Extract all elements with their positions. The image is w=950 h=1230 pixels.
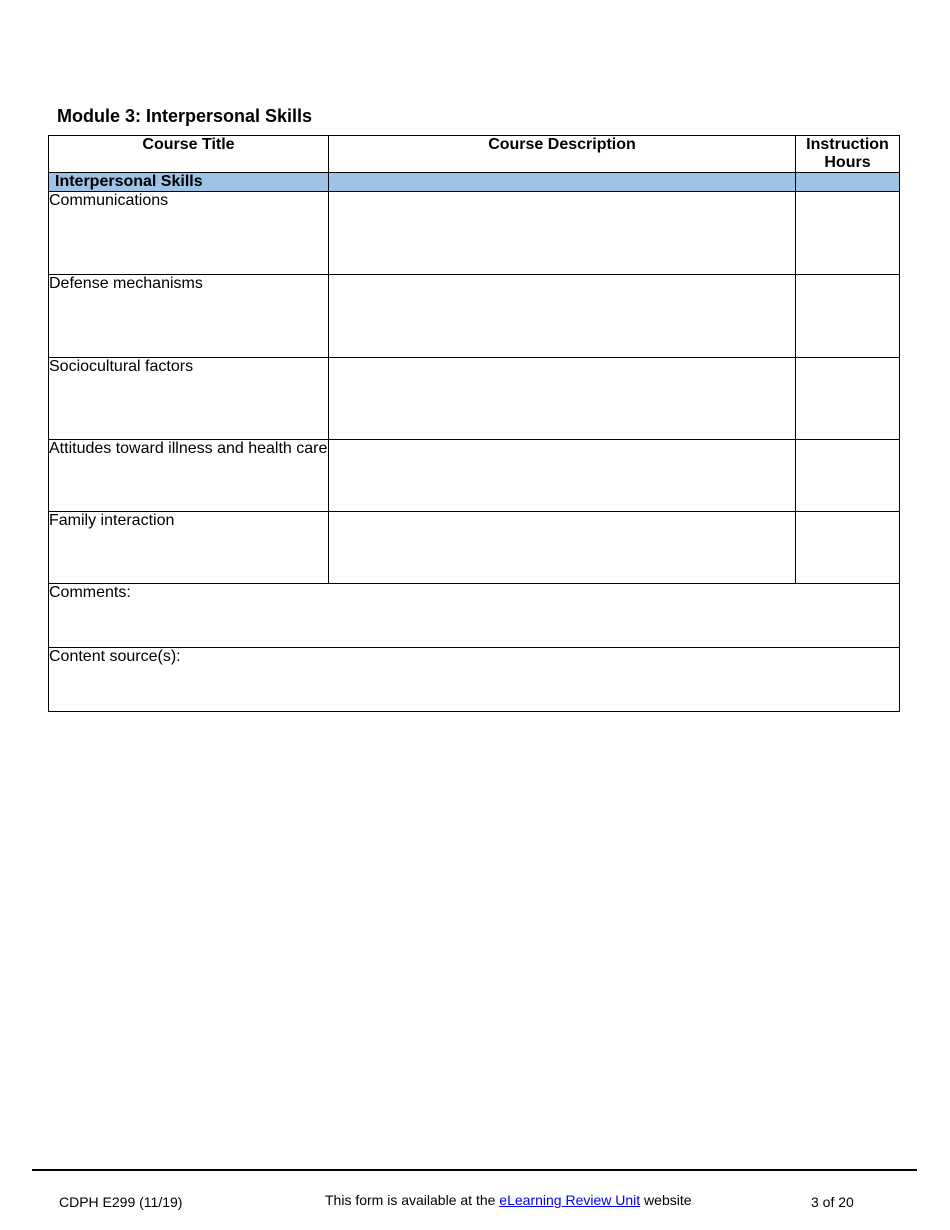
instruction-hours-field[interactable] <box>796 358 900 440</box>
availability-prefix: This form is available at the <box>325 1192 500 1208</box>
instruction-hours-field[interactable] <box>796 192 900 275</box>
footer-divider <box>32 1169 917 1171</box>
header-course-description: Course Description <box>329 136 796 173</box>
form-id: CDPH E299 (11/19) <box>59 1194 183 1210</box>
instruction-hours-field[interactable] <box>796 440 900 512</box>
comments-row <box>49 584 900 648</box>
availability-suffix: website <box>640 1192 692 1208</box>
header-row <box>49 136 900 173</box>
content-source-row <box>49 648 900 712</box>
comments-field[interactable]: Comments: <box>49 584 900 648</box>
section-blank-cell <box>796 173 900 192</box>
page-number: 3 of 20 <box>811 1194 854 1210</box>
course-description-field[interactable] <box>329 275 796 358</box>
section-blank-cell <box>329 173 796 192</box>
course-title-cell: Defense mechanisms <box>49 275 329 358</box>
course-title-cell: Communications <box>49 192 329 275</box>
table-row <box>49 275 900 358</box>
course-description-field[interactable] <box>329 440 796 512</box>
course-table <box>48 135 900 712</box>
content-source-field[interactable]: Content source(s): <box>49 648 900 712</box>
instruction-hours-field[interactable] <box>796 512 900 584</box>
table-row <box>49 440 900 512</box>
header-course-title: Course Title <box>49 136 329 173</box>
header-hours-line1: Instruction <box>806 136 889 153</box>
table-row <box>49 512 900 584</box>
course-title-cell: Attitudes toward illness and health care <box>49 440 329 512</box>
course-title-cell: Sociocultural factors <box>49 358 329 440</box>
table-row <box>49 358 900 440</box>
course-description-field[interactable] <box>329 512 796 584</box>
course-title-cell: Family interaction <box>49 512 329 584</box>
section-label: Interpersonal Skills <box>49 173 329 192</box>
header-instruction-hours <box>796 136 900 173</box>
header-hours-line2: Hours <box>824 154 871 171</box>
course-description-field[interactable] <box>329 358 796 440</box>
footer-availability <box>325 1192 692 1208</box>
instruction-hours-field[interactable] <box>796 275 900 358</box>
elearning-review-unit-link[interactable]: eLearning Review Unit <box>499 1192 641 1208</box>
course-description-field[interactable] <box>329 192 796 275</box>
module-title: Module 3: Interpersonal Skills <box>57 106 313 126</box>
section-row <box>49 173 900 192</box>
table-row <box>49 192 900 275</box>
